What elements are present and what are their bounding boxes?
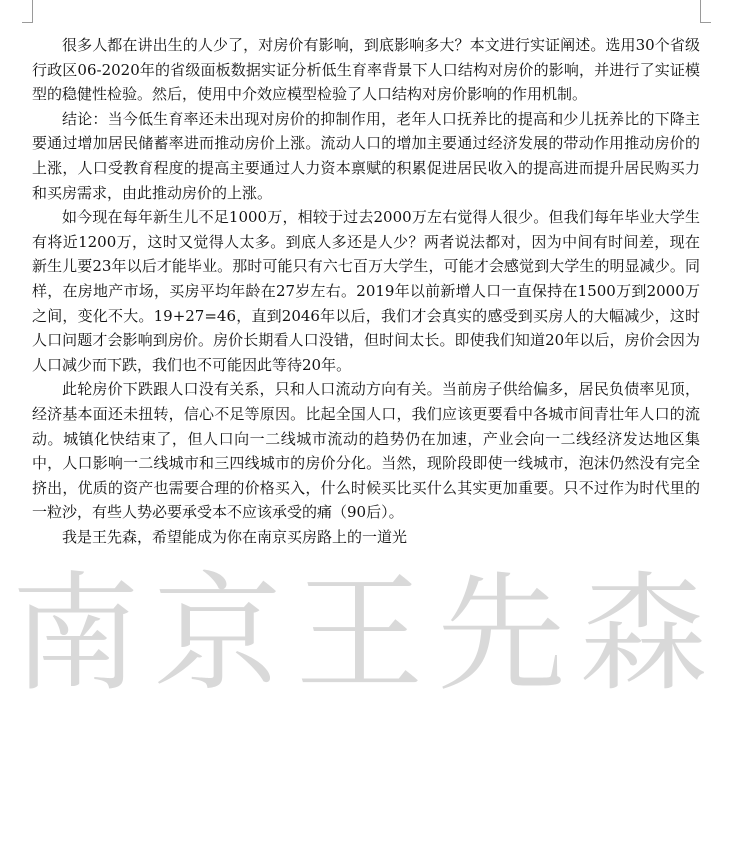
paragraph-population-flow: 此轮房价下跌跟人口没有关系，只和人口流动方向有关。当前房子供给偏多，居民负债率见顶，经济基本面还未扭转，信心不足等原因。比起全国人口，我们应该更要看中各城市间青壮年人口的流动。城镇化快结束了，但人口向一二线城市流动的趋势仍在加速，产业会向一二线经济发达地区集中，人口影响一二线城市和三四线城市的房价分化。当然，现阶段即使一线城市，泡沫仍然没有完全挤出，优质的资产也需要合理的价格买入，什么时候买比买什么其实更加重要。只不过作为时代里的一粒沙，有些人势必要承受本不应该承受的痛（90后）。 bbox=[32, 380, 700, 522]
paragraph-intro: 很多人都在讲出生的人少了，对房价有影响，到底影响多大？本文进行实证阐述。选用30个省级行政区06-2020年的省级面板数据实证分析低生育率背景下人口结构对房价的影响，并进行了实证模型的稳健性检验。然后，使用中介效应模型检验了人口结构对房价影响的作用机制。 bbox=[32, 36, 700, 104]
paragraph-conclusion: 结论：当今低生育率还未出现对房价的抑制作用，老年人口抚养比的提高和少儿抚养比的下降主要通过增加居民储蓄率进而推动房价上涨。流动人口的增加主要通过经济发展的带动作用推动房价的上涨，人口受教育程度的提高主要通过人力资本禀赋的积累促进居民收入的提高进而提升居民购买力和买房需求，由此推动房价的上涨。 bbox=[32, 109, 700, 202]
page-corner-mark-top-right bbox=[700, 0, 711, 23]
paragraph-population-timing: 如今现在每年新生儿不足1000万，相较于过去2000万左右觉得人很少。但我们每年毕业大学生有将近1200万，这时又觉得人太多。到底人多还是人少？两者说法都对，因为中间有时间差，现在新生儿要23年以后才能毕业。那时可能只有六七百万大学生，可能才会感觉到大学生的明显减少。同样，在房地产市场，买房平均年龄在27岁左右。2019年以前新增人口一直保持在1500万到2000万之间，变化不大。19+27=46，直到2046年以后，我们才会真实的感受到买房人的大幅减少，这时人口问题才会影响到房价。房价长期看人口没错，但时间太长。即使我们知道20年以后，房价会因为人口减少而下跌，我们也不可能因此等待20年。 bbox=[32, 208, 700, 374]
document-body[interactable] bbox=[32, 33, 700, 549]
watermark: 南京王先森 bbox=[11, 560, 722, 709]
page-corner-mark-top-left bbox=[22, 0, 33, 23]
paragraph-signature: 我是王先森，希望能成为你在南京买房路上的一道光 bbox=[62, 527, 408, 546]
